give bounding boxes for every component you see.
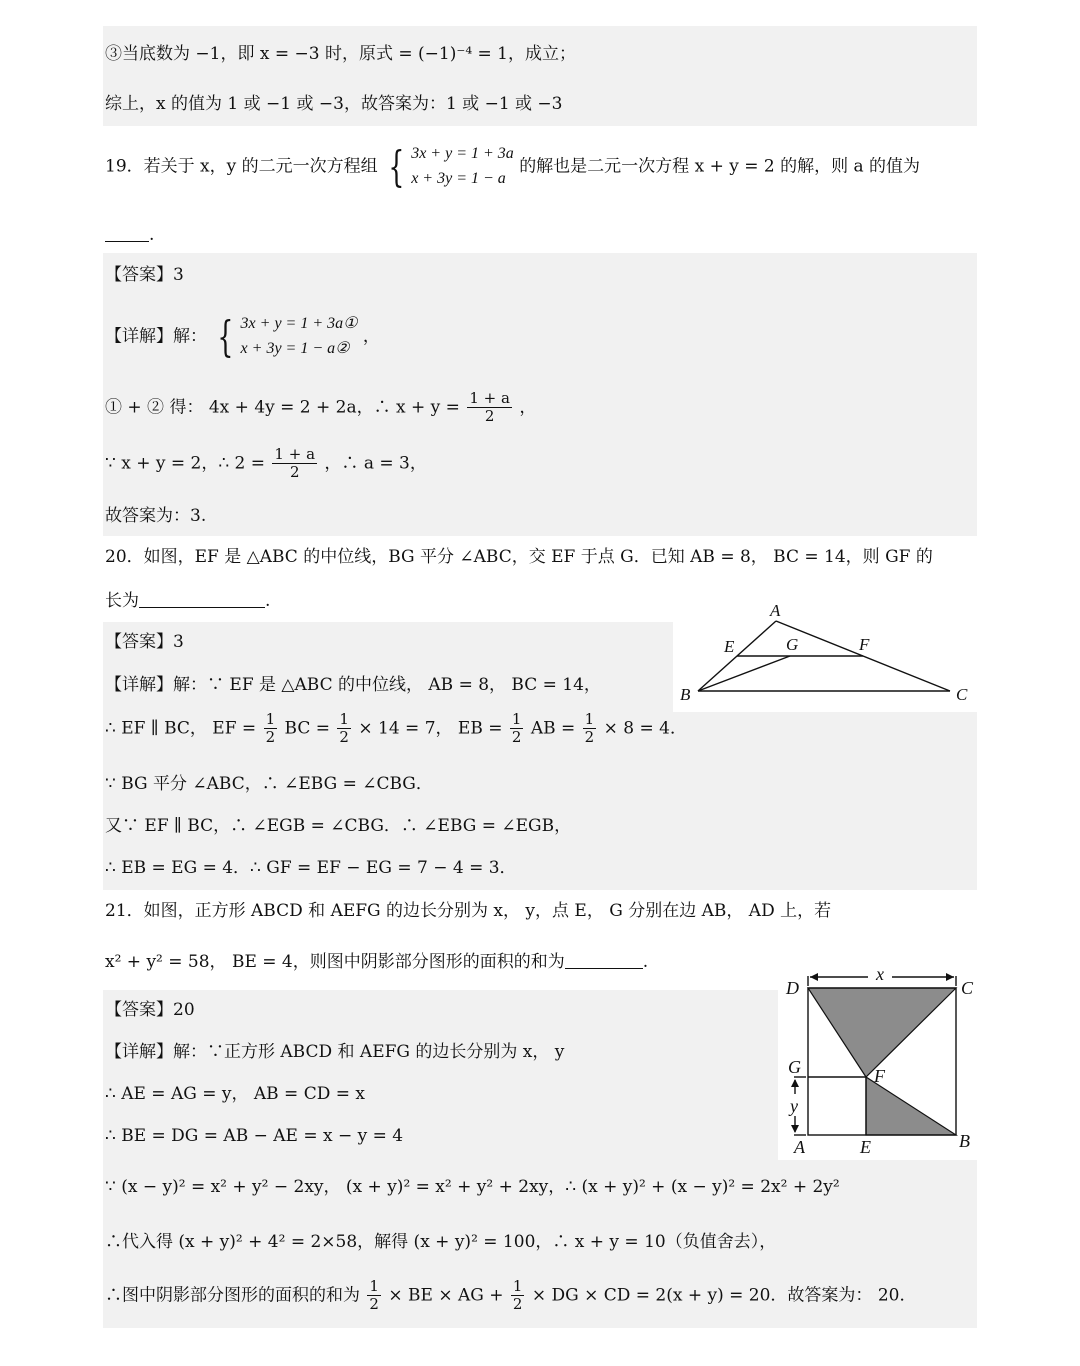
label-f: F <box>859 635 870 654</box>
label-e: E <box>724 637 735 656</box>
label-c: C <box>956 685 968 704</box>
solution-line: 【详解】解：∵ EF 是 △ABC 的中位线， AB = 8， BC = 14， <box>105 675 601 695</box>
label-e: E <box>860 1137 871 1157</box>
answer-label: 【答案】3 <box>105 265 184 285</box>
solution-line: 故答案为：3. <box>105 506 207 526</box>
label-b: B <box>680 685 691 704</box>
answer-blank <box>105 224 149 242</box>
solution-line: ③当底数为 −1，即 x = −3 时，原式 = (−1)⁻⁴ = 1，成立； <box>105 44 577 64</box>
question-text: 的解也是二元一次方程 x + y = 2 的解，则 a 的值为 <box>519 156 921 177</box>
label-b: B <box>959 1131 970 1151</box>
fraction: $\frac{1}{2}$ <box>584 710 595 747</box>
answer-label: 【答案】20 <box>105 1000 195 1020</box>
triangle-figure <box>676 600 976 712</box>
answer-label: 【答案】3 <box>105 632 184 652</box>
label-g: G <box>786 635 799 654</box>
fraction: $\frac{1 + a}{2}$ <box>469 389 510 426</box>
arrow-right-icon <box>946 973 954 981</box>
question-21-cont: x² + y² = 58， BE = 4，则图中阴影部分图形的面积的和为 . <box>105 952 649 972</box>
label-d: D <box>786 978 799 998</box>
solution-line: ∴ BE = DG = AB − AE = x − y = 4 <box>105 1126 404 1146</box>
label-c: C <box>961 978 974 998</box>
fraction: $\frac{1}{2}$ <box>512 1277 523 1314</box>
solution-line: ∴ AE = AG = y， AB = CD = x <box>105 1084 365 1104</box>
answer-blank <box>565 951 643 969</box>
square-figure <box>780 960 980 1160</box>
fraction: $\frac{1}{2}$ <box>511 710 522 747</box>
solution-line: ∵ (x − y)² = x² + y² − 2xy， (x + y)² = x² + y² + 2xy，∴ (x + y)² + (x − y)² = 2x² + 2y² <box>105 1177 840 1197</box>
solution-line: ∵ x + y = 2，∴ 2 = $\frac{1 + a}{2}$ ，∴ a = 3， <box>105 445 427 482</box>
solution-line: ∴ EF ∥ BC， EF = $\frac{1}{2}$ BC = $\frac{1}{2}$ × 14 = 7， EB = $\frac{1}{2}$ AB = $\frac{1}{2}$ × 8 = 4． <box>105 710 687 747</box>
solution-line: ∴ EB = EG = 4．∴ GF = EF − EG = 7 − 4 = 3． <box>105 858 517 878</box>
label-y: y <box>790 1096 798 1116</box>
solution-line: 【详解】解：∵正方形 ABCD 和 AEFG 的边长分别为 x， y <box>105 1042 565 1062</box>
fraction: $\frac{1}{2}$ <box>369 1277 379 1314</box>
equation-system: 3x + y = 1 + 3a x + 3y = 1 − a <box>411 145 514 187</box>
question-20-cont: 长为 . <box>105 591 271 611</box>
label-a: A <box>794 1137 805 1157</box>
solution-line: ① + ② 得： 4x + 4y = 2 + 2a，∴ x + y = $\frac{1 + a}{2}$ ， <box>105 389 537 426</box>
label-a: A <box>770 601 781 620</box>
solution-line: ∵ BG 平分 ∠ABC，∴ ∠EBG = ∠CBG． <box>105 774 433 794</box>
answer-blank-line: . <box>105 224 154 245</box>
fraction: $\frac{1}{2}$ <box>265 710 276 747</box>
question-20: 20．如图，EF 是 △ABC 的中位线，BG 平分 ∠ABC，交 EF 于点 G．已知 AB = 8， BC = 14，则 GF 的 <box>105 547 933 567</box>
shaded-triangle-top <box>808 988 956 1077</box>
arrow-left-icon <box>810 973 818 981</box>
solution-line: ∴代入得 (x + y)² + 4² = 2×58，解得 (x + y)² = 100，∴ x + y = 10（负值舍去）， <box>105 1232 777 1252</box>
arrow-up-icon <box>791 1079 799 1087</box>
question-19 <box>105 142 920 192</box>
question-text: 19．若关于 x，y 的二元一次方程组 <box>105 156 378 177</box>
label-g: G <box>788 1057 801 1077</box>
fraction: $\frac{1}{2}$ <box>339 710 349 747</box>
solution-line: 又∵ EF ∥ BC，∴ ∠EGB = ∠CBG．∴ ∠EBG = ∠EGB， <box>105 816 572 836</box>
question-21: 21．如图，正方形 ABCD 和 AEFG 的边长分别为 x， y，点 E， G 分别在边 AB， AD 上，若 <box>105 901 832 921</box>
solution-line: ∴图中阴影部分图形的面积的和为 $\frac{1}{2}$ × BE × AG + $\frac{1}{2}$ × DG × CD = 2(x + y) = 20．故答案为： 20． <box>105 1277 917 1314</box>
solution-line: 综上，x 的值为 1 或 −1 或 −3，故答案为：1 或 −1 或 −3 <box>105 94 563 114</box>
label-f: F <box>874 1066 885 1086</box>
label-x: x <box>876 964 884 984</box>
answer-blank <box>139 590 265 608</box>
fraction: $\frac{1 + a}{2}$ <box>274 445 316 482</box>
brace-icon: { <box>388 141 405 191</box>
brace-icon: { <box>217 311 234 361</box>
arrow-down-icon <box>791 1125 799 1133</box>
solution-system: 【详解】解： { 3x + y = 1 + 3a① x + 3y = 1 − a② ， <box>105 311 380 361</box>
